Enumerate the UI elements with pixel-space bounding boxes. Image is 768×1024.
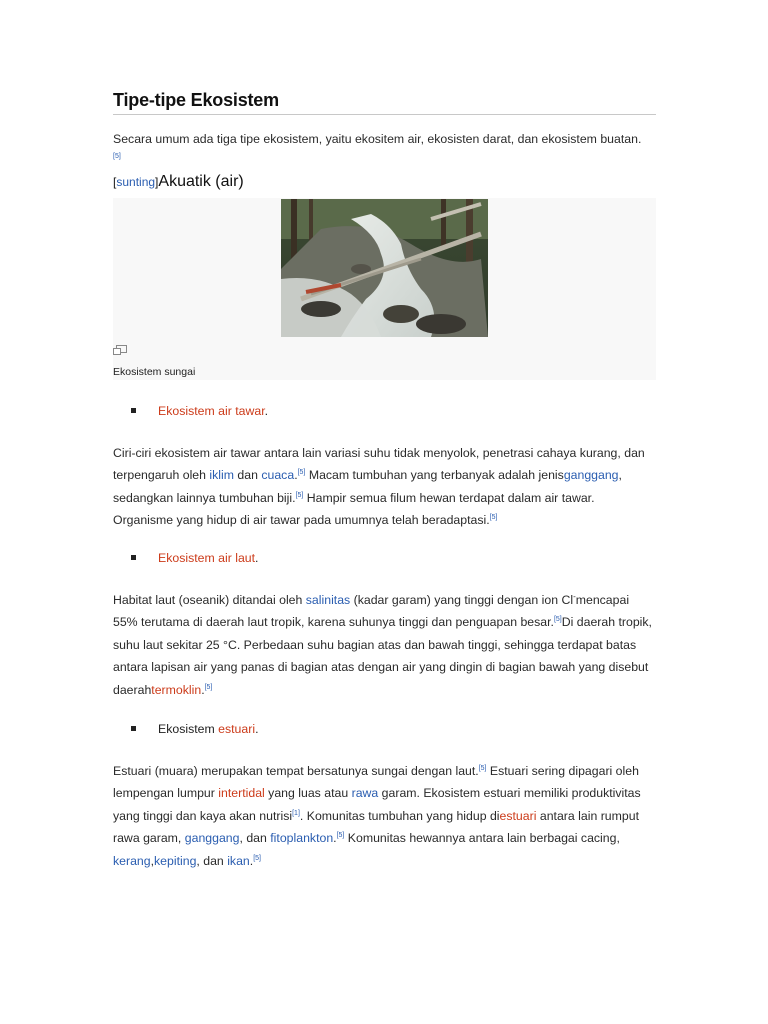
link-fitoplankton[interactable]: fitoplankton [270,831,334,846]
bullet-square [131,726,136,731]
title-divider [113,114,656,115]
enlarge-icon[interactable] [113,345,127,355]
link-intertidal[interactable]: intertidal [218,786,265,801]
paragraph-estuari: Estuari (muara) merupakan tempat bersatunya sungai dengan laut.[5] Estuari sering dipagari oleh lempengan lumpur intertidal yang luas atau rawa garam. Ekosistem estuari memiliki produktivitas yang tinggi dan kaya akan nutrisi[1]. Komunitas tumbuhan yang hidup diestuari antara lain rumput rawa garam, ganggang, dan fitoplankton.[5] Komunitas hewannya antara lain berbagai cacing, kerang,kepiting, dan ikan.[5] [113,764,641,868]
link-cuaca[interactable]: cuaca [261,468,295,483]
reference-link[interactable]: [5] [489,514,498,522]
link-ganggang[interactable]: ganggang [563,468,619,483]
link-rawa[interactable]: rawa [351,786,379,801]
edit-section: [sunting] [113,175,159,189]
link-ekosistem-air-tawar[interactable]: Ekosistem air tawar [158,404,265,418]
intro-paragraph [113,128,656,150]
link-ganggang-2[interactable]: ganggang [184,831,240,846]
edit-section-link[interactable]: sunting [116,175,156,189]
reference-link[interactable]: [5] [295,491,304,499]
link-termoklin[interactable]: termoklin [151,682,202,697]
list-item-air-laut: Ekosistem air laut. [131,551,258,565]
list-item-air-tawar: Ekosistem air tawar. [131,404,268,418]
reference-link[interactable]: [5] [478,764,487,772]
link-kepiting[interactable]: kepiting [154,853,197,868]
paragraph-air-laut: Habitat laut (oseanik) ditandai oleh salinitas (kadar garam) yang tinggi dengan ion Cl-mencapai 55% terutama di daerah laut tropik, karena suhunya tinggi dan penguapan besar.[5]Di daerah tropik, suhu laut sekitar 25 °C. Perbedaan suhu bagian atas dan bawah tinggi, sehingga terdapat batas antara lapisan air yang panas di bagian atas dengan air yang dingin di bagian bawah yang disebut daerahtermoklin.[5] [113,591,652,697]
figure-caption: Ekosistem sungai [113,366,196,378]
list-item-estuari: Ekosistem estuari. [131,722,258,736]
link-salinitas[interactable]: salinitas [305,593,351,607]
reference-link[interactable]: [5] [336,832,345,840]
section-title: Akuatik (air) [158,173,244,190]
link-kerang[interactable]: kerang [113,853,151,868]
section-heading [113,173,244,191]
reference-link[interactable]: [5] [297,469,306,477]
link-iklim[interactable]: iklim [209,468,234,483]
intro-text: Secara umum ada tiga tipe ekosistem, yaitu ekositem air, ekosisten darat, dan ekosistem buatan. [113,132,642,146]
link-estuari[interactable]: estuari [218,722,256,736]
link-ekosistem-air-laut[interactable]: Ekosistem air laut [158,551,256,565]
link-estuari-inline[interactable]: estuari [499,808,537,823]
reference-link[interactable]: [5] [253,854,261,862]
intro-reference[interactable]: [5] [113,153,121,160]
page-title: Tipe-tipe Ekosistem [113,90,279,110]
reference-link[interactable]: [5] [204,683,213,691]
link-ikan[interactable]: ikan [227,853,250,868]
paragraph-air-tawar: Ciri-ciri ekosistem air tawar antara lain variasi suhu tidak menyolok, penetrasi cahaya kurang, dan terpengaruh oleh iklim dan cuaca.[5] Macam tumbuhan yang terbanyak adalah jenisganggang, sedangkan lainnya tumbuhan biji.[5] Hampir semua filum hewan terdapat dalam air tawar. Organisme yang hidup di air tawar pada umumnya telah beradaptasi.[5] [113,446,645,528]
bullet-square [131,408,136,413]
river-photo[interactable] [281,199,488,337]
bullet-square [131,555,136,560]
reference-link[interactable]: [5] [553,616,562,624]
reference-link[interactable]: [1] [292,809,300,817]
